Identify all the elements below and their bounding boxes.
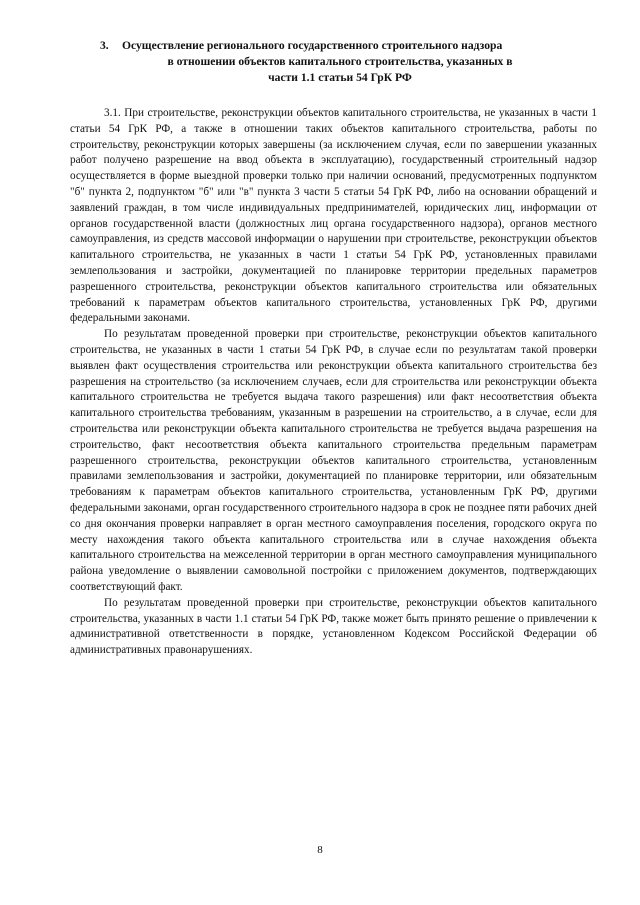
paragraph: 3.1. При строительстве, реконструкции объектов капитального строительства, не указанных в части 1 статьи 54 ГрК РФ, а также в отношении таких объектов капитального строительства, работы по строительству, реконструкции которых завершены (за исключением случая, если по завершении указанных работ получено разрешение на ввод объекта в эксплуатацию), государственный строительный надзор осуществляется в форме выездной проверки только при наличии оснований, предусмотренных подпунктом "б" пункта 2, подпунктом "б" или "в" пункта 3 части 5 статьи 54 ГрК РФ, либо на основании обращений и заявлений граждан, в том числе индивидуальных предпринимателей, юридических лиц, информации от органов государственной власти (должностных лиц органа государственного надзора), органов местного самоуправления, из средств массовой информации о нарушении при строительстве, реконструкции объектов капитального строительства, не указанных в части 1 статьи 54 ГрК РФ, установленных правилами землепользования и застройки, документацией по планировке территории предельных параметров разрешенного строительства, реконструкции объектов капитального строительства или обязательных требований к параметрам объектов капитального строительства, установленных ГрК РФ, другими федеральными законами. bbox=[70, 107, 597, 325]
section-title-line: в отношении объектов капитального строительства, указанных в bbox=[167, 55, 513, 68]
document-body bbox=[70, 106, 597, 659]
page-number: 8 bbox=[317, 844, 323, 856]
paragraph: По результатам проведенной проверки при строительстве, реконструкции объектов капитального строительства, не указанных в части 1 статьи 54 ГрК РФ, в случае если по результатам такой проверки выявлен факт осуществления строительства или реконструкции объекта капитального строительства без разрешения на строительство (за исключением случаев, если для строительства или реконструкции объекта капитального строительства не требуется выдача такого разрешения) или факт несоответствия объекта капитального строительства требованиям, указанным в разрешении на строительство, а в случае, если для строительства или реконструкции объекта капитального строительства не требуется выдача разрешения на строительство, факт несоответствия объекта капитального строительства предельным параметрам разрешенного строительства, реконструкции объектов капитального строительства, установленным правилами землепользования и застройки, документацией по планировке территории, или обязательным требованиям к параметрам объектов капитального строительства, установленным ГрК РФ, другими федеральными законами, орган государственного строительного надзора в срок не позднее пяти рабочих дней со дня окончания проверки направляет в орган местного самоуправления поселения, городского округа по месту нахождения такого объекта капитального строительства или в случае нахождения объекта капитального строительства на межселенной территории в орган местного самоуправления муниципального района уведомление о выявлении самовольной постройки с приложением документов, подтверждающих соответствующий факт. bbox=[70, 328, 597, 593]
section-number: 3. bbox=[100, 39, 109, 52]
paragraph: По результатам проведенной проверки при строительстве, реконструкции объектов капитального строительства, указанных в части 1.1 статьи 54 ГрК РФ, также может быть принято решение о привлечении к административной ответственности в порядке, установленном Кодексом Российской Федерации об административных правонарушениях. bbox=[70, 596, 597, 657]
section-heading-line-1 bbox=[100, 38, 580, 54]
section-heading bbox=[100, 38, 580, 86]
section-title-line: части 1.1 статьи 54 ГрК РФ bbox=[268, 71, 412, 84]
section-title-line: Осуществление регионального государственного строительного надзора bbox=[122, 39, 503, 52]
